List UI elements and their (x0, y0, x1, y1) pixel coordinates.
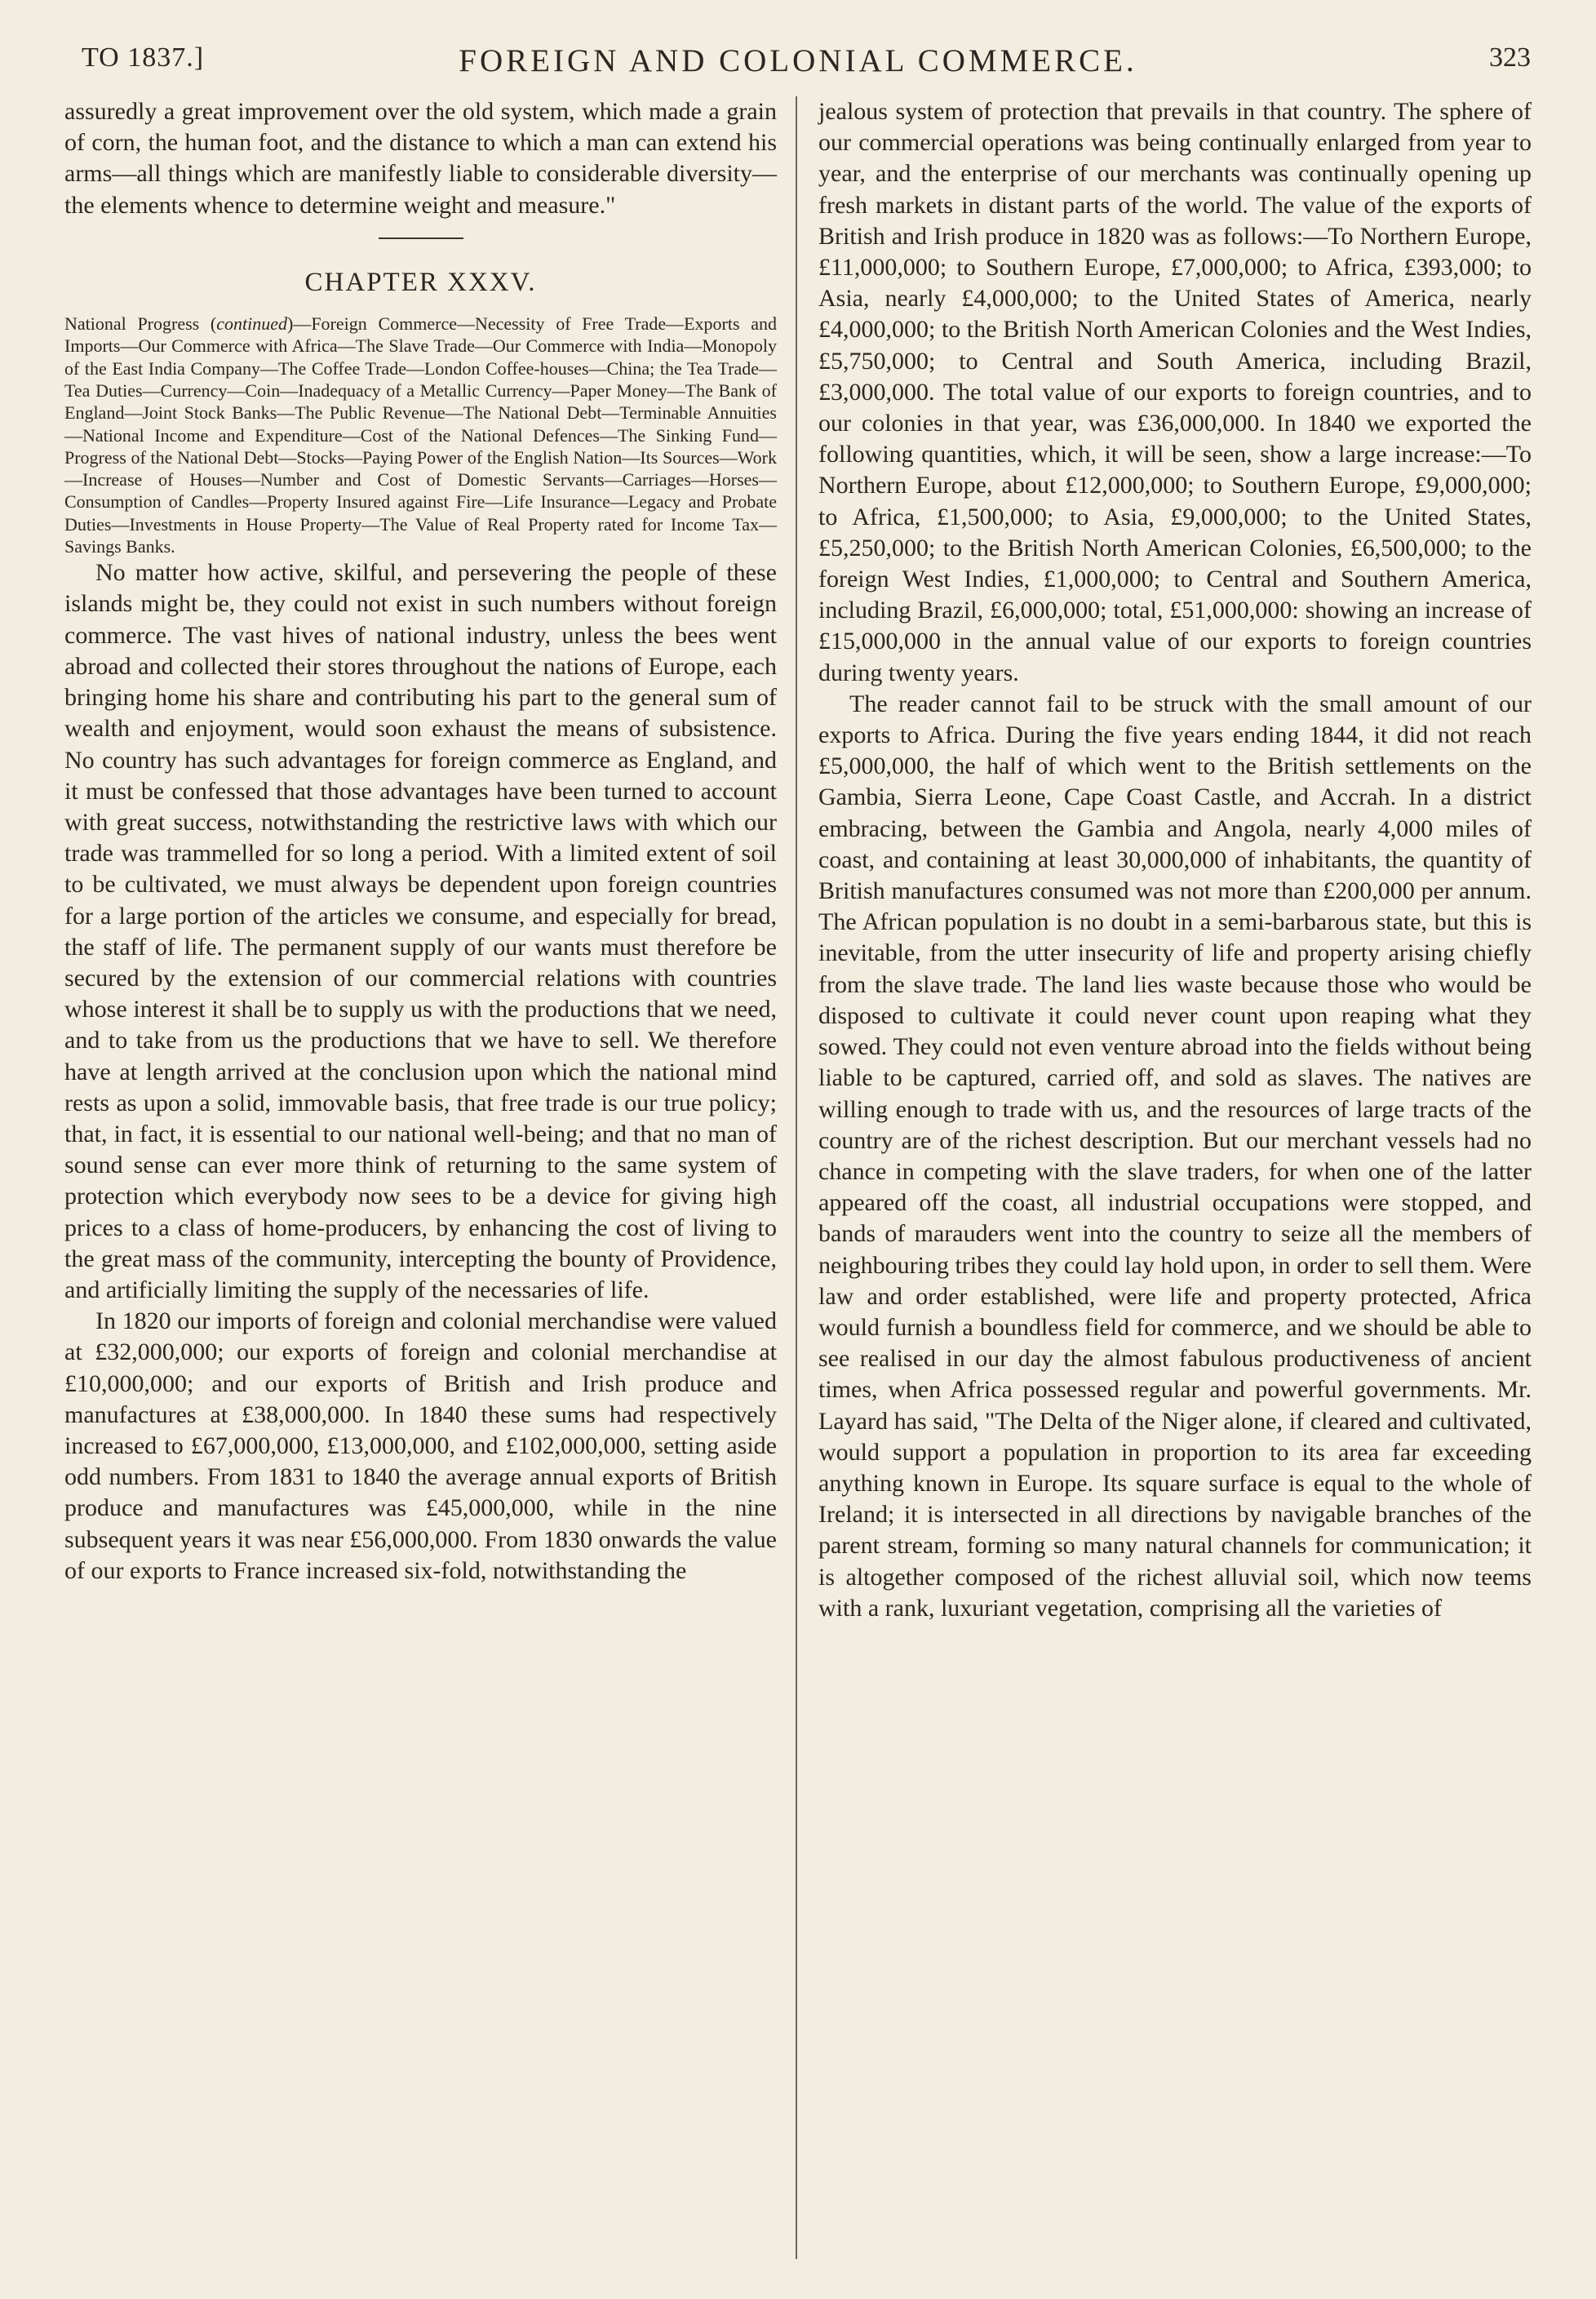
synopsis-continued: continued (216, 313, 287, 335)
right-column (818, 96, 1532, 1624)
chapter-synopsis (64, 313, 777, 557)
running-head-title: FOREIGN AND COLONIAL COMMERCE. (459, 43, 1137, 78)
paragraph-imports-exports: In 1820 our imports of foreign and colonial merchandise were valued at £32,000,000; our exports of foreign and colonial merchandise at £10,000,000; and our exports of British and Irish produce and manufactures at £38,000,000. In 1840 these sums had respectively increased to £67,000,000, £13,000,000, and £102,000,000, setting aside odd numbers. From 1831 to 1840 the average annual exports of British produce and manufactures was £45,000,000, while in the nine subsequent years it was near £56,000,000. From 1830 onwards the value of our exports to France increased six-fold, notwithstanding the (64, 1307, 777, 1584)
paragraph-export-values: jealous system of protection that prevails in that country. The sphere of our commercial operations was being continually enlarged from year to year, and the enterprise of our merchants was continually opening up fresh markets in distant parts of the world. The value of the exports of British and Irish produce in 1820 was as follows:—To Northern Europe, £11,000,000; to Southern Europe, £7,000,000; to Africa, £393,000; to Asia, nearly £4,000,000; to the United States of America, nearly £4,000,000; to the British North American Colonies and the West Indies, £5,750,000; to Central and South America, including Brazil, £3,000,000. The total value of our exports to foreign countries, and to our colonies in that year, was £36,000,000. In 1840 we exported the following quantities, which, it will be seen, show a large increase:—To Northern Europe, about £12,000,000; to Southern Europe, £9,000,000; to Africa, £1,500,000; to Asia, £9,000,000; to the United States, £5,250,000; to the British North American Colonies, £6,500,000; to the foreign West Indies, £1,000,000; to Central and Southern America, including Brazil, £6,000,000; total, £51,000,000: showing an increase of £15,000,000 in the annual value of our exports to foreign countries during twenty years. (818, 98, 1532, 686)
running-head-date: TO 1837.] (82, 42, 205, 73)
synopsis-rest: )—Foreign Commerce—Necessity of Free Trade—Exports and Imports—Our Commerce with Africa—The Slave Trade—Our Commerce with India—Monopoly of the East India Company—The Coffee Trade—London Coffee-houses—China; the Tea Trade—Tea Duties—Currency—Coin—Inadequacy of a Metallic Currency—Paper Money—The Bank of England—Joint Stock Banks—The Public Revenue—The National Debt—Terminable Annuities—National Income and Expenditure—Cost of the National Defences—The Sinking Fund—Progress of the National Debt—Stocks—Paying Power of the English Nation—Its Sources—Work—Increase of Houses—Number and Cost of Domestic Servants—Carriages—Horses—Consumption of Candles—Property Insured against Fire—Life Insurance—Legacy and Probate Duties—Investments in House Property—The Value of Real Property rated for Income Tax—Savings Banks. (64, 313, 777, 557)
section-rule (379, 237, 463, 239)
page-number: 323 (1489, 42, 1531, 73)
chapter-heading: CHAPTER XXXV. (304, 267, 537, 297)
paragraph-africa: The reader cannot fail to be struck with the small amount of our exports to Africa. During the five years ending 1844, it did not reach £5,000,000, the half of which went to the British settlements on the Gambia, Sierra Leone, Cape Coast Castle, and Accrah. In a district embracing, between the Gambia and Angola, nearly 4,000 miles of coast, and containing at least 30,000,000 of inhabitants, the quantity of British manufactures consumed was not more than £200,000 per annum. The African population is no doubt in a semi-barbarous state, but this is inevitable, from the utter insecurity of life and property arising chiefly from the slave trade. The land lies waste because those who would be disposed to cultivate it could never count upon reaping what they sowed. They could not even venture abroad into the fields without being liable to be captured, carried off, and sold as slaves. The natives are willing enough to trade with us, and the resources of large tracts of the country are of the richest description. But our merchant vessels had no chance in competing with the slave traders, for when one of the latter appeared off the coast, all industrial occupations were stopped, and bands of marauders went into the country to seize all the members of neighbouring tribes they could lay hold upon, in order to sell them. Were law and order established, were life and property protected, Africa would furnish a boundless field for commerce, and we should be able to see realised in our day the almost fabulous productiveness of ancient times, when Africa possessed regular and powerful governments. Mr. Layard has said, "The Delta of the Niger alone, if cleared and cultivated, would support a population in proportion to its area far exceeding anything known in Europe. Its square surface is equal to the whole of Ireland; it is intersected in all directions by navigable branches of the parent stream, forming so many natural channels for communication; it is altogether composed of the richest alluvial soil, which now teems with a rank, luxuriant vegetation, comprising all the varieties of (818, 690, 1532, 1622)
paragraph-free-trade: No matter how active, skilful, and persevering the people of these islands might be, they could not exist in such numbers without foreign commerce. The vast hives of national industry, unless the bees went abroad and collected their stores throughout the nations of Europe, each bringing home his share and contributing his part to the general sum of wealth and enjoyment, would soon exhaust the means of subsistence. No country has such advantages for foreign commerce as England, and it must be confessed that those advantages have been turned to account with great success, notwithstanding the restrictive laws with which our trade was trammelled for so long a period. With a limited extent of soil to be cultivated, we must always be dependent upon foreign countries for a large portion of the articles we consume, and especially for bread, the staff of life. The permanent supply of our wants must therefore be secured by the extension of our commercial relations with countries whose interest it shall be to supply us with the productions that we need, and to take from us the productions that we have to sell. We therefore have at length arrived at the conclusion upon which the national mind rests as upon a solid, immovable basis, that free trade is our true policy; that, in fact, it is essential to our national well-being; and that no man of sound sense can ever more think of returning to the same system of protection which everybody now sees to be a device for giving high prices to a class of home-producers, by enhancing the cost of living to the great mass of the community, intercepting the bounty of Providence, and artificially limiting the supply of the necessaries of life. (64, 559, 777, 1303)
opening-paragraph: assuredly a great improvement over the old system, which made a grain of corn, the human foot, and the distance to which a man can extend his arms—all things which are manifestly liable to considerable diversity—the elements whence to determine weight and measure." (64, 98, 777, 219)
running-head (0, 42, 1596, 83)
synopsis-start: National Progress ( (64, 313, 217, 335)
column-divider (796, 96, 797, 2259)
left-column (64, 96, 777, 1587)
